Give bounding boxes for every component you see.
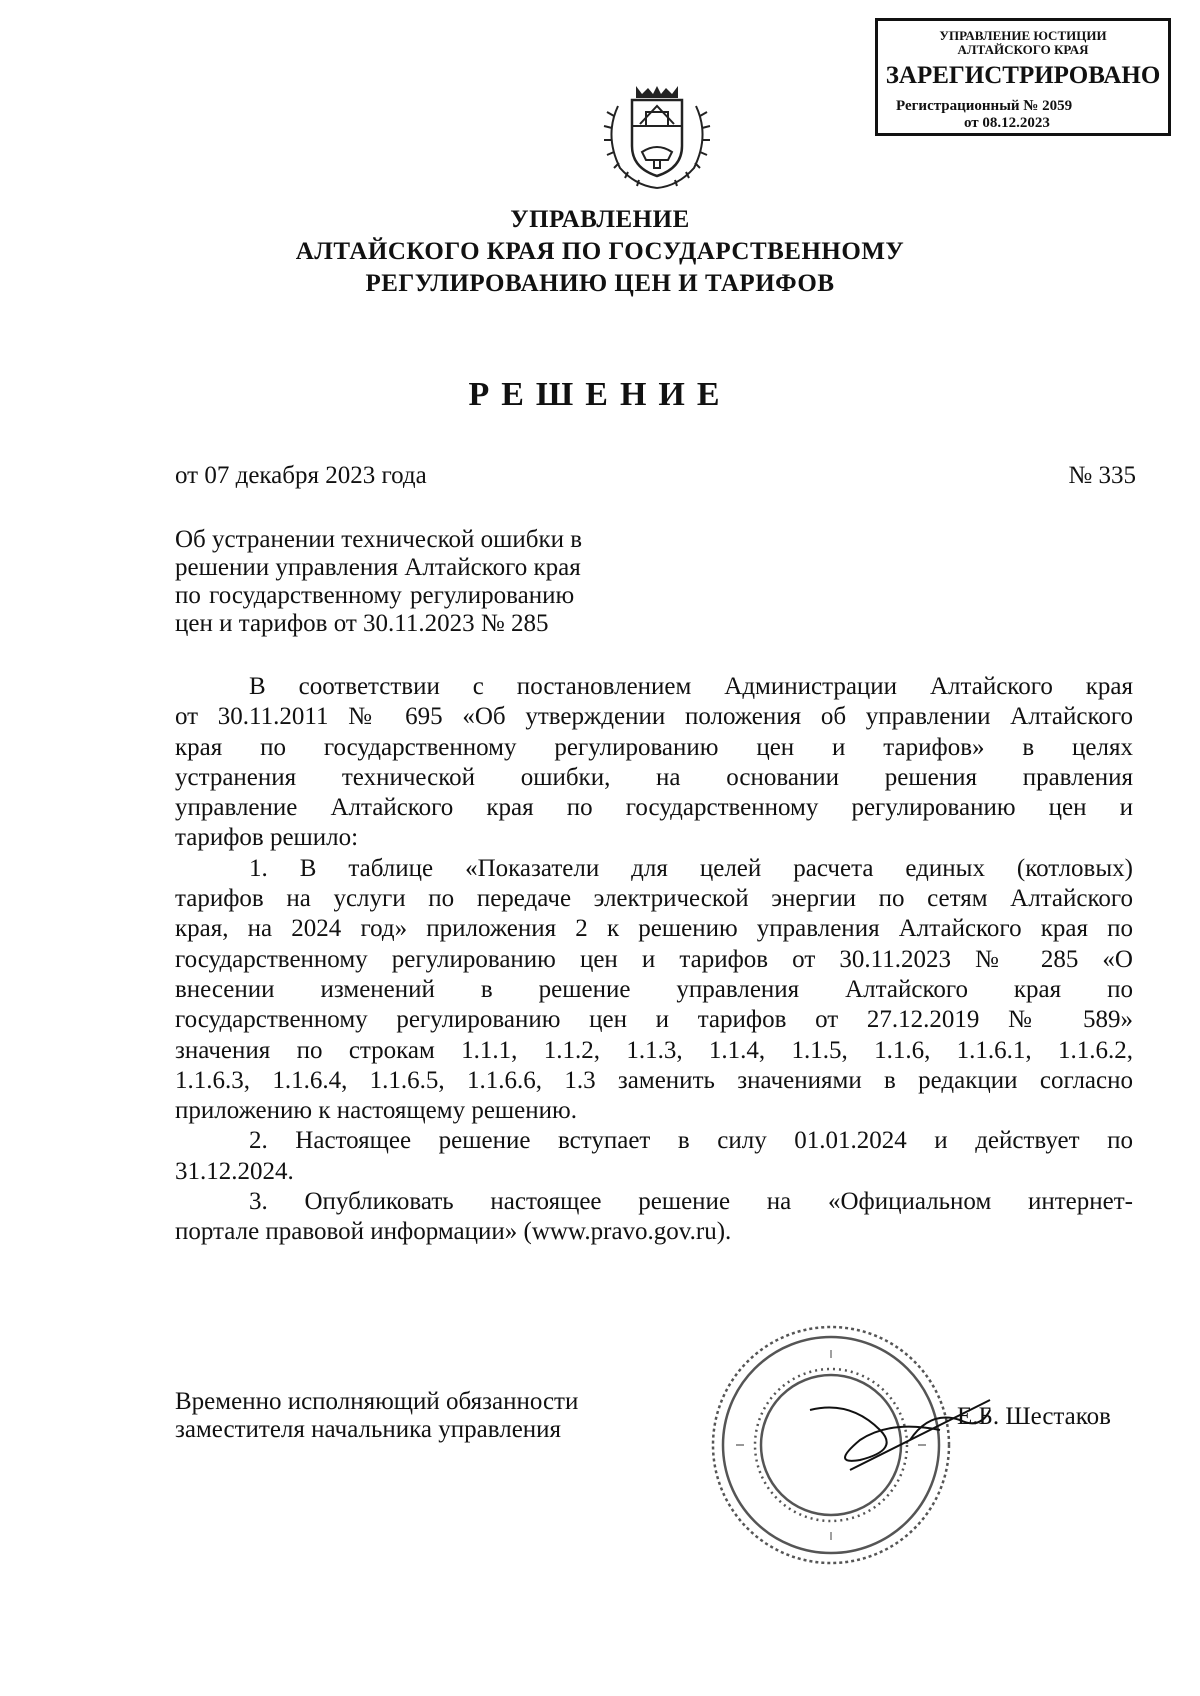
body-line: портале правовой информации» (www.pravo.gov.ru). [175,1218,732,1246]
signatory-role-line1: Временно исполняющий обязанности [175,1388,579,1415]
body-line: внесении изменений в решение управления Алтайского края по [175,975,1133,1003]
subject-line: по государственному регулированию [175,582,575,609]
document-number: № 335 [1068,462,1136,489]
body-line: края, на 2024 год» приложения 2 к решению управления Алтайского края по [175,915,1133,943]
org-title-line1: УПРАВЛЕНИЕ [510,206,690,233]
signatory-name: Е.Б. Шестаков [957,1403,1111,1430]
body-line: 1.1.6.3, 1.1.6.4, 1.1.6.5, 1.1.6.6, 1.3 заменить значениями в редакции согласно [175,1066,1133,1094]
stamp-reg-date: от 08.12.2023 [964,115,1050,131]
body-line: края по государственному регулированию цен и тарифов» в целях [175,733,1133,761]
body-line: тарифов решило: [175,824,359,852]
body-line: тарифов на услуги по передаче электрической энергии по сетям Алтайского [175,885,1133,913]
stamp-authority-line2: АЛТАЙСКОГО КРАЯ [957,42,1089,57]
body-line: В соответствии с постановлением Администрации Алтайского края [249,673,1133,700]
document-date: от 07 декабря 2023 года [175,462,427,489]
subject-line: Об устранении технической ошибки в [175,526,583,553]
body-line: 1. В таблице «Показатели для целей расчета единых (котловых) [249,854,1133,882]
document-type: РЕШЕНИЕ [468,376,732,413]
org-title-line2: АЛТАЙСКОГО КРАЯ ПО ГОСУДАРСТВЕННОМУ [295,238,905,265]
body-line: от 30.11.2011 № 695 «Об утверждении положения об управлении Алтайского [175,703,1133,731]
subject-line: цен и тарифов от 30.11.2023 № 285 [175,610,549,637]
body-line: 3. Опубликовать настоящее решение на «Официальном интернет- [249,1188,1133,1216]
registration-stamp [875,18,1171,136]
stamp-authority-line1: УПРАВЛЕНИЕ ЮСТИЦИИ [939,28,1107,43]
body-line: государственному регулированию цен и тарифов от 27.12.2019 № 589» [175,1006,1133,1034]
signatory-role [175,1388,578,1444]
signatory-role-line2: заместителя начальника управления [175,1416,562,1443]
altai-krai-coat-of-arms-icon [596,76,718,194]
body-line: 31.12.2024. [175,1157,294,1185]
body-line: 2. Настоящее решение вступает в силу 01.01.2024 и действует по [249,1127,1133,1155]
body-line: государственному регулированию цен и тарифов от 30.11.2023 № 285 «О [175,945,1133,973]
document-body [175,672,1133,1248]
stamp-reg-number: Регистрационный № 2059 [896,98,1073,114]
body-line: управление Алтайского края по государственному регулированию цен и [175,794,1133,822]
subject-line: решении управления Алтайского края [175,554,581,581]
body-line: приложению к настоящему решению. [175,1097,577,1125]
body-line: значения по строкам 1.1.1, 1.1.2, 1.1.3, 1.1.4, 1.1.5, 1.1.6, 1.1.6.1, 1.1.6.2, [175,1036,1133,1064]
body-line: устранения технической ошибки, на основании решения правления [175,763,1133,791]
document-subject [175,526,645,638]
stamp-status: ЗАРЕГИСТРИРОВАНО [885,62,1161,89]
org-title-line3: РЕГУЛИРОВАНИЮ ЦЕН И ТАРИФОВ [365,270,835,297]
